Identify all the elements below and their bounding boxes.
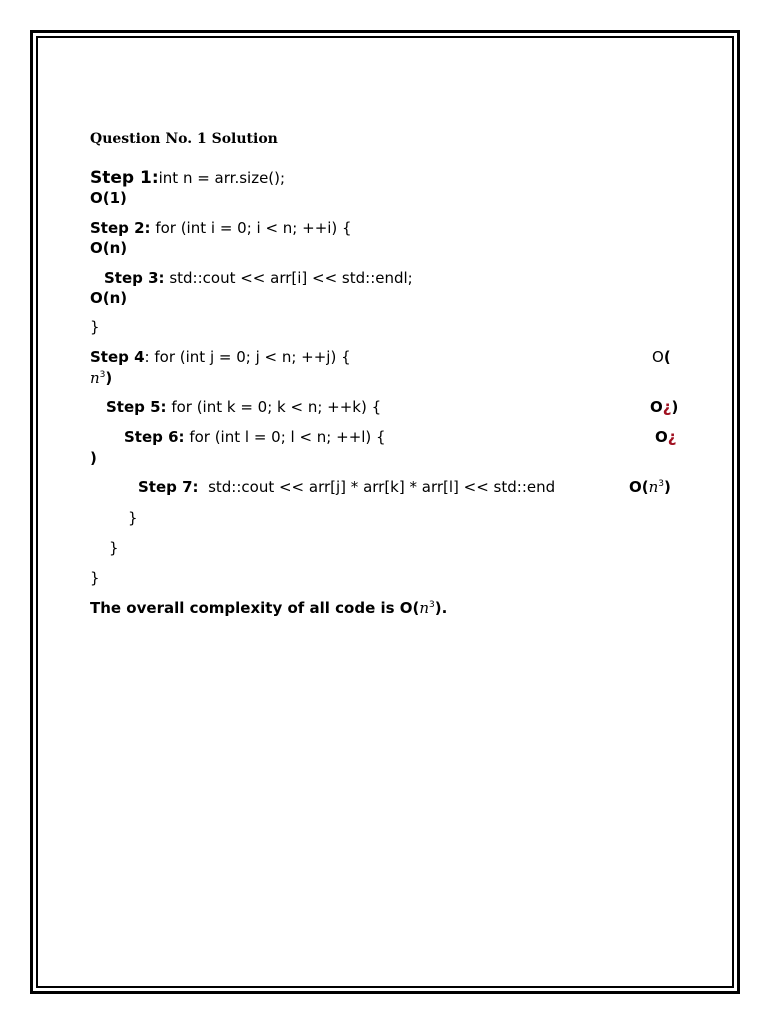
conclusion-close: ). [434, 599, 448, 617]
conclusion-line [90, 599, 447, 617]
step-5-label: Step 5: [106, 398, 167, 416]
step-2-complexity: O(n) [90, 239, 128, 257]
step-4-complexity-close: ) [105, 369, 113, 387]
step-5-code: for (int k = 0; k < n; ++k) { [166, 398, 382, 416]
conclusion-text: The overall complexity of all code is O( [90, 599, 420, 617]
step-6-line [124, 428, 386, 446]
step-6-code: for (int l = 0; l < n; ++l) { [184, 428, 386, 446]
step-4-complexity-o: O [652, 348, 664, 366]
step-7-complexity-var: n [648, 478, 659, 496]
step-5-complexity-glyph: ¿ [662, 398, 672, 416]
step-5-line [106, 398, 381, 416]
step-4-complexity-exp: 3 [99, 370, 106, 380]
step-6-complexity-glyph: ¿ [667, 428, 677, 446]
step-5-complexity [650, 398, 678, 416]
step-7-label: Step 7: [138, 478, 199, 496]
closing-brace-1: } [90, 318, 100, 336]
step-6-complexity-o: O [655, 428, 668, 446]
step-7-complexity-close: ) [664, 478, 671, 496]
closing-brace-3: } [109, 539, 119, 557]
step-7-complexity-exp: 3 [658, 479, 665, 489]
step-4-complexity-var: n [90, 369, 100, 387]
conclusion-exp: 3 [429, 600, 435, 610]
step-4-line [90, 348, 351, 366]
step-1-code: int n = arr.size(); [158, 169, 286, 187]
step-6-label: Step 6: [124, 428, 185, 446]
step-3-line [104, 269, 413, 287]
conclusion-var: n [419, 599, 430, 617]
closing-brace-2: } [128, 509, 138, 527]
step-7-complexity-o: O( [629, 478, 649, 496]
step-5-complexity-o: O [650, 398, 663, 416]
step-4-label: Step 4 [90, 348, 145, 366]
closing-brace-4: } [90, 569, 100, 587]
step-3-code: std::cout << arr[i] << std::endl; [164, 269, 413, 287]
step-2-code: for (int i = 0; i < n; ++i) { [150, 219, 352, 237]
step-3-complexity: O(n) [90, 289, 128, 307]
step-7-complexity [629, 478, 671, 496]
step-1-complexity: O(1) [90, 189, 127, 207]
step-3-label: Step 3: [104, 269, 165, 287]
step-1-line [90, 169, 285, 187]
step-7-line [138, 478, 555, 496]
step-4-code: : for (int j = 0; j < n; ++j) { [144, 348, 351, 366]
step-5-complexity-close: ) [671, 398, 679, 416]
step-4-complexity-paren: ( [663, 348, 671, 366]
step-7-code: std::cout << arr[j] * arr[k] * arr[l] << std::end [198, 478, 556, 496]
step-6-complexity [655, 428, 676, 446]
step-4-complexity-rest [90, 369, 112, 387]
step-1-label: Step 1: [90, 168, 159, 188]
page-title: Question No. 1 Solution [90, 131, 278, 147]
step-6-complexity-close: ) [90, 449, 97, 467]
step-2-line [90, 219, 352, 237]
step-2-label: Step 2: [90, 219, 151, 237]
step-4-complexity-open [652, 348, 671, 366]
